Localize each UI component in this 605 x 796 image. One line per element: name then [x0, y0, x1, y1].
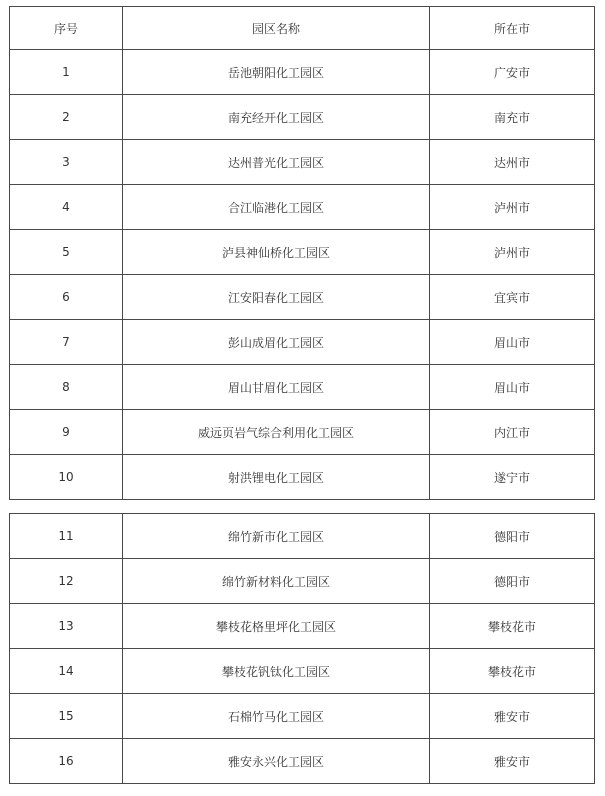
cell-park-name: 彭山成眉化工园区: [123, 320, 430, 365]
table-row: [10, 230, 595, 275]
cell-index: 15: [10, 694, 123, 739]
cell-city: 雅安市: [430, 739, 595, 784]
cell-city: 遂宁市: [430, 455, 595, 500]
table-row: [10, 320, 595, 365]
cell-index: 16: [10, 739, 123, 784]
cell-city: 德阳市: [430, 514, 595, 559]
cell-index: 1: [10, 50, 123, 95]
cell-index: 14: [10, 649, 123, 694]
cell-park-name: 射洪锂电化工园区: [123, 455, 430, 500]
chemical-park-table-top: [9, 6, 595, 500]
cell-city: 眉山市: [430, 365, 595, 410]
cell-park-name: 岳池朝阳化工园区: [123, 50, 430, 95]
cell-index: 12: [10, 559, 123, 604]
cell-city: 泸州市: [430, 230, 595, 275]
cell-park-name: 南充经开化工园区: [123, 95, 430, 140]
cell-index: 7: [10, 320, 123, 365]
cell-city: 攀枝花市: [430, 604, 595, 649]
table-row: [10, 410, 595, 455]
cell-city: 南充市: [430, 95, 595, 140]
table-row: [10, 514, 595, 559]
cell-park-name: 攀枝花钒钛化工园区: [123, 649, 430, 694]
cell-park-name: 眉山甘眉化工园区: [123, 365, 430, 410]
cell-park-name: 石棉竹马化工园区: [123, 694, 430, 739]
cell-park-name: 绵竹新材料化工园区: [123, 559, 430, 604]
cell-index: 10: [10, 455, 123, 500]
cell-city: 攀枝花市: [430, 649, 595, 694]
cell-city: 德阳市: [430, 559, 595, 604]
cell-park-name: 威远页岩气综合利用化工园区: [123, 410, 430, 455]
table-row: [10, 739, 595, 784]
table-row: [10, 365, 595, 410]
header-city: 所在市: [430, 7, 595, 50]
cell-city: 雅安市: [430, 694, 595, 739]
cell-index: 8: [10, 365, 123, 410]
cell-park-name: 合江临港化工园区: [123, 185, 430, 230]
table-row: [10, 185, 595, 230]
table-row: [10, 50, 595, 95]
cell-park-name: 泸县神仙桥化工园区: [123, 230, 430, 275]
table-row: [10, 140, 595, 185]
table-row: [10, 95, 595, 140]
cell-index: 4: [10, 185, 123, 230]
cell-city: 眉山市: [430, 320, 595, 365]
cell-city: 宜宾市: [430, 275, 595, 320]
cell-park-name: 攀枝花格里坪化工园区: [123, 604, 430, 649]
cell-index: 9: [10, 410, 123, 455]
cell-park-name: 江安阳春化工园区: [123, 275, 430, 320]
cell-park-name: 绵竹新市化工园区: [123, 514, 430, 559]
cell-city: 泸州市: [430, 185, 595, 230]
table-row: [10, 604, 595, 649]
cell-index: 11: [10, 514, 123, 559]
table-row: [10, 649, 595, 694]
cell-park-name: 达州普光化工园区: [123, 140, 430, 185]
chemical-park-table-bottom: [9, 513, 595, 784]
header-index: 序号: [10, 7, 123, 50]
table-row: [10, 455, 595, 500]
table-header-row: [10, 7, 595, 50]
cell-index: 13: [10, 604, 123, 649]
cell-index: 3: [10, 140, 123, 185]
table-row: [10, 559, 595, 604]
cell-city: 达州市: [430, 140, 595, 185]
cell-index: 5: [10, 230, 123, 275]
table-row: [10, 275, 595, 320]
cell-index: 2: [10, 95, 123, 140]
header-park-name: 园区名称: [123, 7, 430, 50]
cell-city: 内江市: [430, 410, 595, 455]
table-row: [10, 694, 595, 739]
cell-city: 广安市: [430, 50, 595, 95]
cell-park-name: 雅安永兴化工园区: [123, 739, 430, 784]
cell-index: 6: [10, 275, 123, 320]
